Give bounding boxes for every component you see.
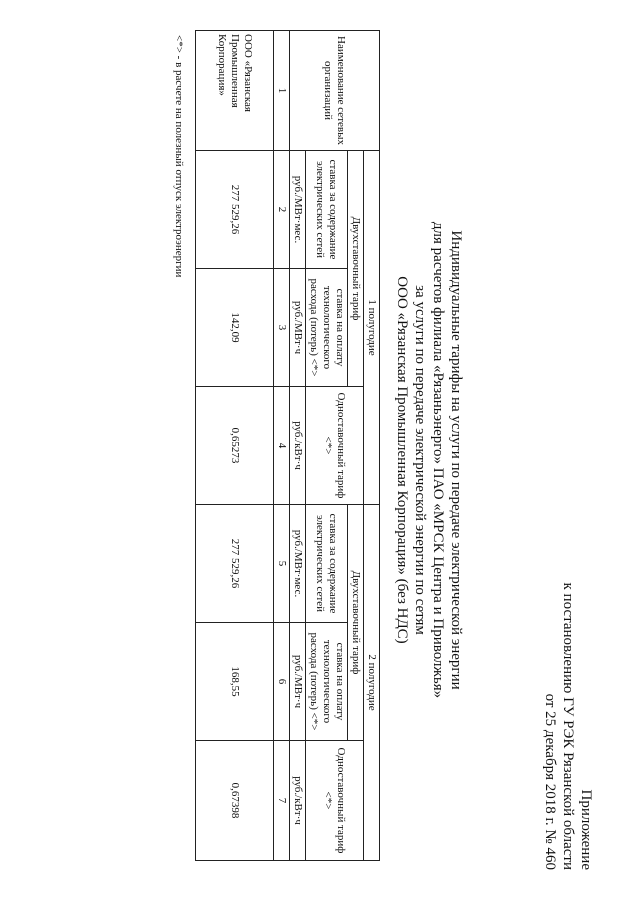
title-line-4: ООО «Рязанская Промышленная Корпорация» (без НДС) (394, 276, 410, 644)
appendix-header (541, 583, 595, 870)
appendix-resolution: к постановлению ГУ РЭК Рязанской области (560, 582, 576, 870)
column-number: 4 (274, 387, 290, 505)
table-header-row (364, 31, 380, 861)
unit-cell: руб./МВт·мес. (290, 505, 306, 623)
table-header-row (348, 31, 364, 861)
header-organization-name: Наименование сетевых организаций (290, 31, 380, 151)
document-title (393, 150, 465, 770)
value-cell: 277 529,26 (196, 151, 274, 269)
column-number: 3 (274, 269, 290, 387)
column-number: 5 (274, 505, 290, 623)
appendix-date: от 25 декабря 2018 г. № 460 (542, 693, 558, 870)
tariff-table (195, 30, 380, 861)
column-number: 2 (274, 151, 290, 269)
unit-cell: руб./МВт·ч (290, 269, 306, 387)
value-cell: 0,67398 (196, 741, 274, 861)
organization-name-cell: ООО «Рязанская Промышленная Корпорация» (196, 31, 274, 151)
value-cell: 168,55 (196, 623, 274, 741)
header-loss-rate-2: ставка на оплату технологического расхода (потерь) <*> (306, 623, 348, 741)
header-two-part-tariff-1: Двухставочный тариф (348, 151, 364, 387)
title-line-1: Индивидуальные тарифы на услуги по передаче электрической энергии (448, 230, 464, 690)
header-half-1: 1 полугодие (364, 151, 380, 505)
table-units-row (290, 31, 306, 861)
header-single-rate-2: Одноставочный тариф <*> (306, 741, 364, 861)
header-two-part-tariff-2: Двухставочный тариф (348, 505, 364, 741)
title-line-3: за услуги по передаче электрической энергии по сетям (412, 285, 428, 635)
value-cell: 142,09 (196, 269, 274, 387)
appendix-label: Приложение (578, 789, 594, 870)
value-cell: 0,65273 (196, 387, 274, 505)
header-single-rate-1: Одноставочный тариф <*> (306, 387, 364, 505)
header-maintenance-rate-2: ставка за содержание электрических сетей (306, 505, 348, 623)
header-maintenance-rate-1: ставка за содержание электрических сетей (306, 151, 348, 269)
header-half-2: 2 полугодие (364, 505, 380, 861)
table-row (196, 31, 274, 861)
title-line-2: для расчетов филиала «Рязаньэнерго» ПАО «МРСК Центра и Приволжья» (430, 221, 446, 699)
header-loss-rate-1: ставка на оплату технологического расхода (потерь) <*> (306, 269, 348, 387)
column-number: 7 (274, 741, 290, 861)
column-number: 6 (274, 623, 290, 741)
column-number: 1 (274, 31, 290, 151)
unit-cell: руб./МВт·ч (290, 623, 306, 741)
unit-cell: руб./кВт·ч (290, 387, 306, 505)
table-column-numbers-row (274, 31, 290, 861)
unit-cell: руб./МВт·мес. (290, 151, 306, 269)
value-cell: 277 529,26 (196, 505, 274, 623)
footnote: <*> - в расчете на полезный отпуск электроэнергии (173, 35, 185, 278)
unit-cell: руб./кВт·ч (290, 741, 306, 861)
